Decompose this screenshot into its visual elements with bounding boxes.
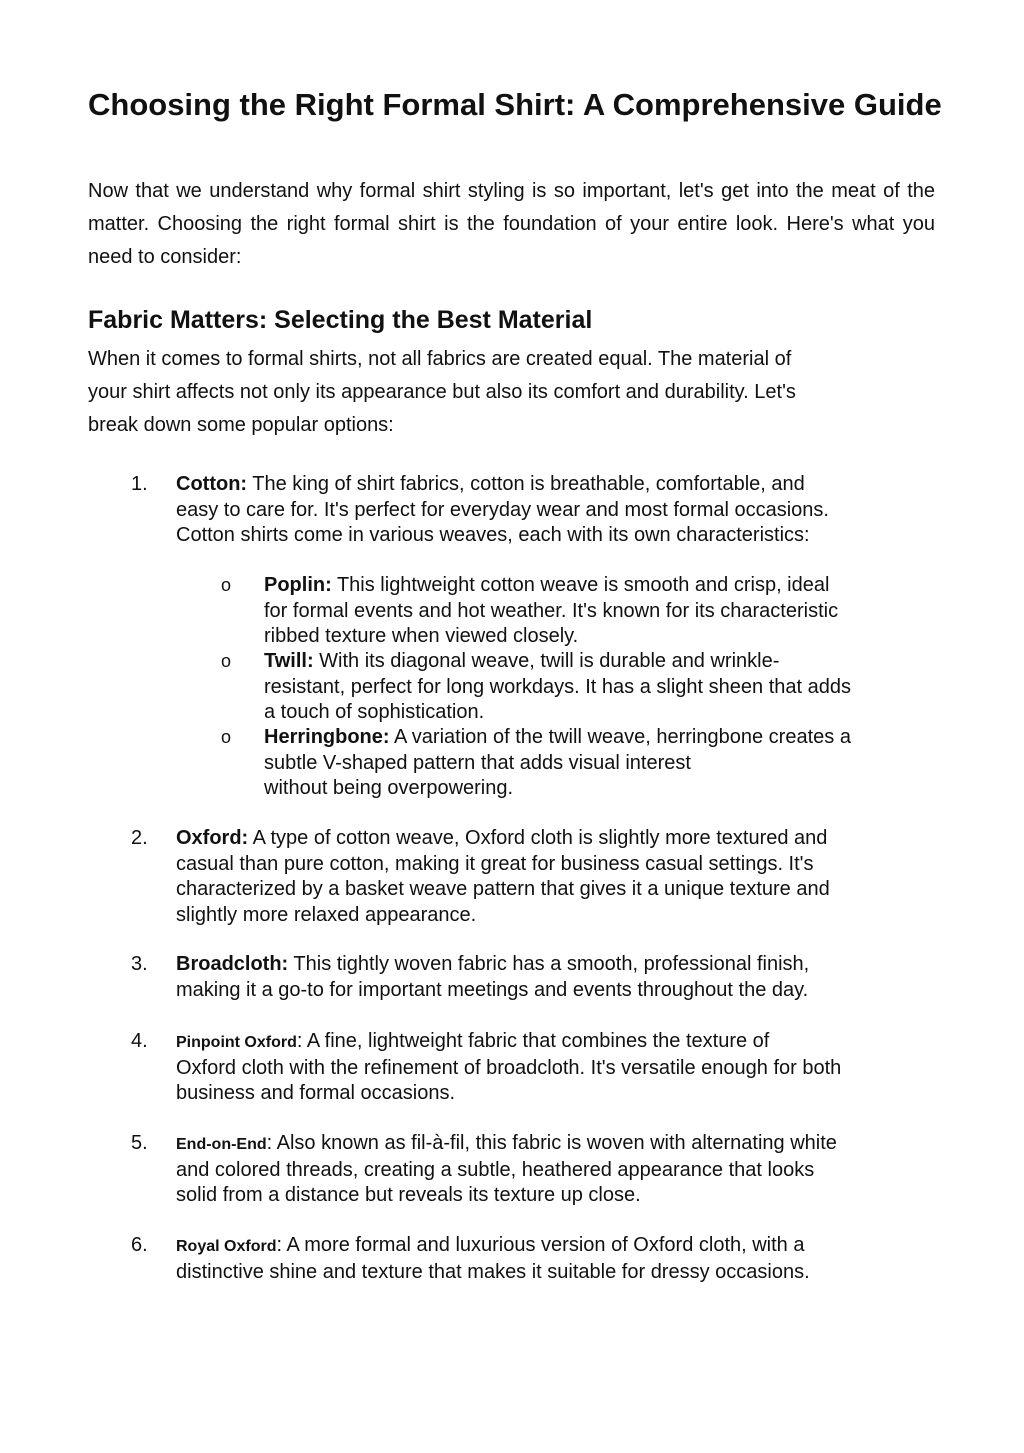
sub-item-text <box>264 725 944 802</box>
weave-desc-line: resistant, perfect for long workdays. It has a slight sheen that adds <box>264 675 851 698</box>
list-item-text <box>176 826 946 928</box>
sub-item-text <box>264 649 944 726</box>
fabric-desc-line: characterized by a basket weave pattern that gives it a unique texture and <box>176 878 830 900</box>
fabric-term: Royal Oxford <box>176 1238 277 1255</box>
fabric-desc-line: : Also known as fil-à-fil, this fabric is woven with alternating white <box>266 1132 837 1154</box>
weave-term: Poplin: <box>264 574 332 596</box>
list-item-text <box>176 472 946 549</box>
weave-desc-line: ribbed texture when viewed closely. <box>264 625 579 647</box>
list-item-text <box>176 1131 946 1209</box>
intro-paragraph: Now that we understand why formal shirt styling is so important, let's get into the meat of the matter. Choosing the right formal shirt is the foundation of your entire look. Here's what you need to consider: <box>88 180 935 268</box>
weave-desc-line: This lightweight cotton weave is smooth and crisp, ideal <box>331 574 830 596</box>
section-intro-line: When it comes to formal shirts, not all fabrics are created equal. The material of <box>88 348 792 370</box>
bullet-marker: o <box>221 727 232 747</box>
weave-desc-line: without being overpowering. <box>264 777 514 799</box>
fabric-desc-line: making it a go-to for important meetings and events throughout the day. <box>176 978 809 1001</box>
list-item-text <box>176 1029 946 1107</box>
list-number: 5. <box>131 1132 148 1154</box>
fabric-desc-line: slightly more relaxed appearance. <box>176 903 477 926</box>
list-item-text <box>176 952 946 1003</box>
fabric-desc-line: Oxford cloth with the refinement of broadcloth. It's versatile enough for both <box>176 1056 842 1079</box>
fabric-desc-line: A type of cotton weave, Oxford cloth is slightly more textured and <box>248 827 828 849</box>
fabric-desc-line: and colored threads, creating a subtle, heathered appearance that looks <box>176 1158 815 1181</box>
list-number: 1. <box>131 473 148 495</box>
weave-desc-line: With its diagonal weave, twill is durable and wrinkle- <box>313 650 780 672</box>
fabric-desc-line: Cotton shirts come in various weaves, each with its own characteristics: <box>176 524 810 546</box>
bullet-marker: o <box>221 575 232 595</box>
fabric-desc-line: business and formal occasions. <box>176 1082 456 1104</box>
fabric-desc-line: easy to care for. It's perfect for everyday wear and most formal occasions. <box>176 498 829 521</box>
page-title: Choosing the Right Formal Shirt: A Comprehensive Guide <box>88 87 942 122</box>
weave-desc-line: subtle V-shaped pattern that adds visual interest <box>264 751 691 774</box>
sub-item-text <box>264 573 944 650</box>
fabric-desc-line: distinctive shine and texture that makes it suitable for dressy occasions. <box>176 1260 810 1283</box>
fabric-desc-line: : A fine, lightweight fabric that combines the texture of <box>296 1030 770 1052</box>
fabric-term: Oxford: <box>176 827 249 849</box>
weave-term: Twill: <box>264 650 314 672</box>
weave-term: Herringbone: <box>264 726 390 748</box>
weave-desc-line: for formal events and hot weather. It's known for its characteristic <box>264 599 839 622</box>
fabric-desc-line: solid from a distance but reveals its texture up close. <box>176 1184 641 1206</box>
fabric-term: Broadcloth: <box>176 953 289 975</box>
section-intro-paragraph <box>88 343 948 442</box>
fabric-desc-line: This tightly woven fabric has a smooth, professional finish, <box>288 953 810 975</box>
section-intro-line: break down some popular options: <box>88 414 394 436</box>
fabric-term: Pinpoint Oxford <box>176 1034 297 1051</box>
weave-desc-line: A variation of the twill weave, herringbone creates a <box>389 726 851 748</box>
list-number: 3. <box>131 953 148 975</box>
list-number: 2. <box>131 827 148 849</box>
fabric-desc-line: The king of shirt fabrics, cotton is breathable, comfortable, and <box>247 473 805 495</box>
fabric-term: End-on-End <box>176 1136 267 1153</box>
weave-desc-line: a touch of sophistication. <box>264 701 485 723</box>
section-intro-line: your shirt affects not only its appearance but also its comfort and durability. Let's <box>88 381 796 403</box>
bullet-marker: o <box>221 651 232 671</box>
section-heading: Fabric Matters: Selecting the Best Material <box>88 306 593 334</box>
fabric-desc-line: casual than pure cotton, making it great for business casual settings. It's <box>176 852 814 875</box>
fabric-desc-line: : A more formal and luxurious version of Oxford cloth, with a <box>276 1234 805 1256</box>
list-item-text <box>176 1233 946 1285</box>
fabric-term: Cotton: <box>176 473 248 495</box>
list-number: 6. <box>131 1234 148 1256</box>
list-number: 4. <box>131 1030 148 1052</box>
